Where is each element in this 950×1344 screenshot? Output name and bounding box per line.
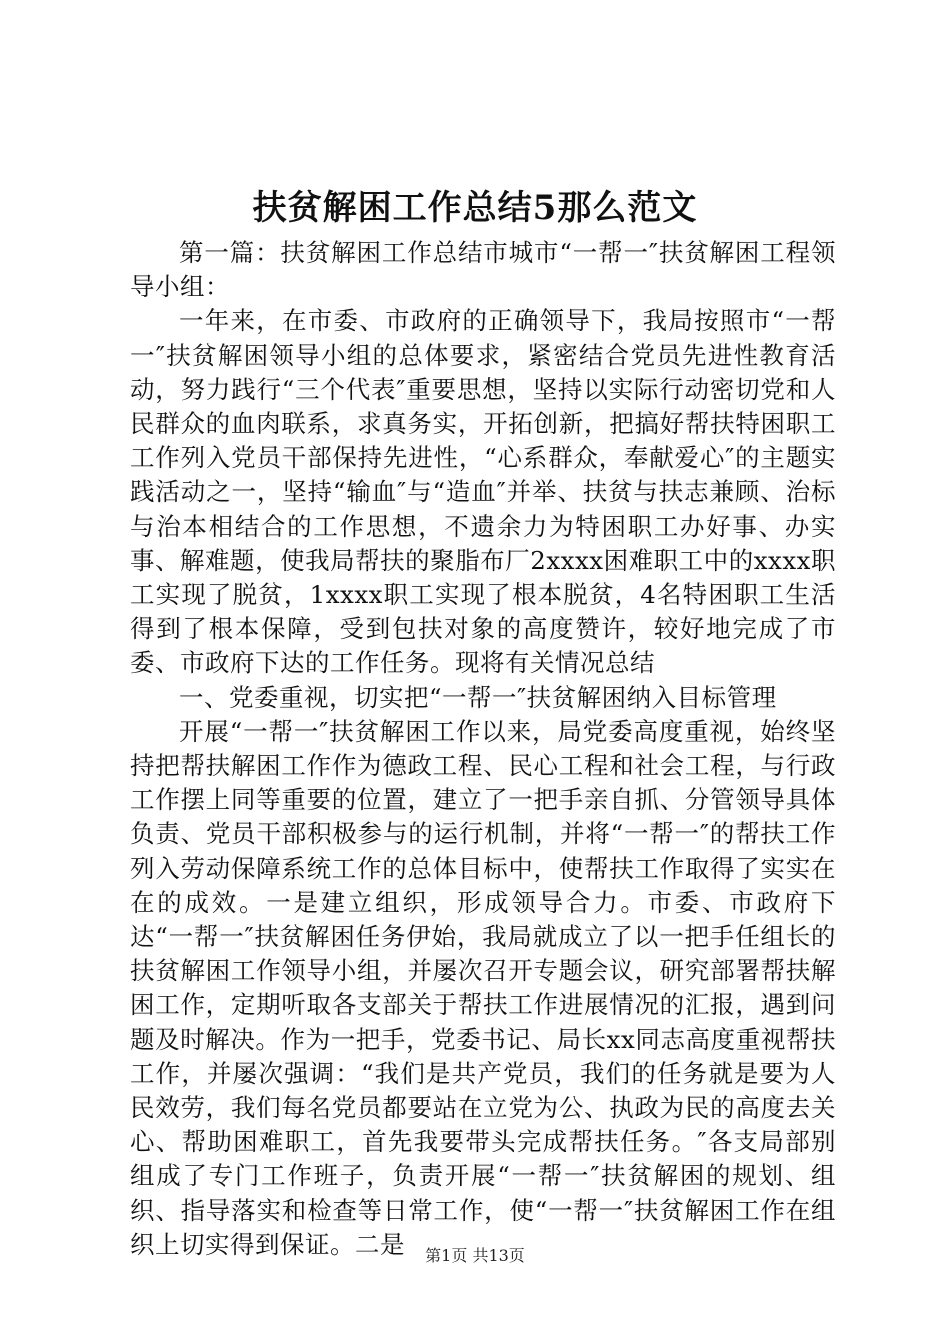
document-title: 扶贫解困工作总结5那么范文 xyxy=(252,188,698,228)
paragraph-summary: 一年来，在市委、市政府的正确领导下，我局按照市“一帮一″扶贫解困领导小组的总体要求，紧密结合党员先进性教育活动，努力践行“三个代表″重要思想，坚持以实际行动密切党和人民群众的血肉联系，求真务实，开拓创新，把搞好帮扶特困职工工作列入党员干部保持先进性，“心系群众，奉献爱心″的主题实践活动之一，坚持“输血″与“造血″并举、扶贫与扶志兼顾、治标与治本相结合的工作思想，不遗余力为特困职工办好事、办实事、解难题，使我局帮扶的聚脂布厂2xxxx困难职工中的xxxx职工实现了脱贫，1xxxx职工实现了根本脱贫，4名特困职工生活得到了根本保障，受到包扶对象的高度赞许，较好地完成了市委、市政府下达的工作任务。现将有关情况总结 xyxy=(130,306,836,678)
section-heading-1: 一、党委重视，切实把“一帮一″扶贫解困纳入目标管理 xyxy=(179,682,777,712)
paragraph-intro: 第一篇：扶贫解困工作总结市城市“一帮一″扶贫解困工程领导小组： xyxy=(130,238,836,302)
page-footer: 第1页 共13页 xyxy=(425,1246,525,1265)
document-body xyxy=(130,236,836,1262)
paragraph-section-1: 开展“一帮一″扶贫解困工作以来，局党委高度重视，始终坚持把帮扶解困工作作为德政工程、民心工程和社会工程，与行政工作摆上同等重要的位置，建立了一把手亲自抓、分管领导具体负责、党员干部积极参与的运行机制，并将“一帮一″的帮扶工作列入劳动保障系统工作的总体目标中，使帮扶工作取得了实实在在的成效。一是建立组织，形成领导合力。市委、市政府下达“一帮一″扶贫解困任务伊始，我局就成立了以一把手任组长的扶贫解困工作领导小组，并屡次召开专题会议，研究部署帮扶解困工作，定期听取各支部关于帮扶工作进展情况的汇报，遇到问题及时解决。作为一把手，党委书记、局长xx同志高度重视帮扶工作，并屡次强调：“我们是共产党员，我们的任务就是要为人民效劳，我们每名党员都要站在立党为公、执政为民的高度去关心、帮助困难职工，首先我要带头完成帮扶任务。″各支局部别组成了专门工作班子，负责开展“一帮一″扶贫解困的规划、组织、指导落实和检查等日常工作，使“一帮一″扶贫解困工作在组织上切实得到保证。二是 xyxy=(130,716,836,1259)
